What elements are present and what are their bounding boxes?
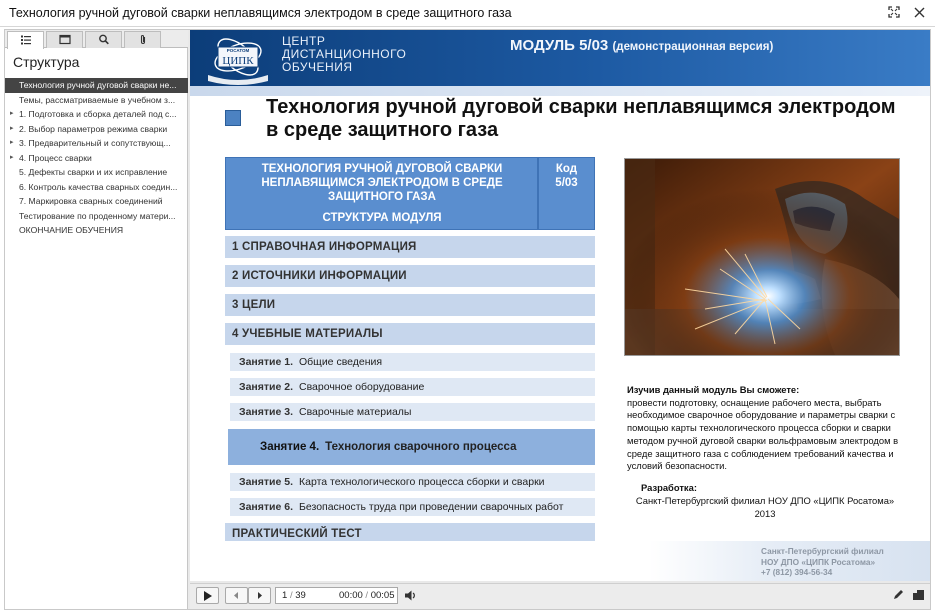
center-name	[282, 35, 422, 74]
page-counter: 1 / 39	[282, 590, 306, 601]
window-titlebar	[0, 0, 935, 27]
previous-slide-button[interactable]	[225, 587, 248, 604]
developer-year: 2013	[754, 507, 776, 519]
lesson-number: Занятие 6.	[239, 501, 293, 513]
module-number: МОДУЛЬ 5/03	[510, 37, 609, 54]
outline-item[interactable]	[5, 93, 188, 108]
play-icon	[202, 590, 213, 602]
lesson-title: Технология сварочного процесса	[325, 441, 517, 453]
close-icon[interactable]	[909, 3, 929, 23]
description-heading: Изучив данный модуль Вы сможете:	[627, 384, 800, 395]
outline-item-label: 6. Контроль качества сварных соедин...	[19, 181, 178, 192]
cipk-logo	[204, 33, 272, 85]
tab-window[interactable]	[46, 31, 83, 48]
structure-header-title: ТЕХНОЛОГИЯ РУЧНОЙ ДУГОВОЙ СВАРКИ НЕПЛАВЯЩИМСЯ ЭЛЕКТРОДОМ В СРЕДЕ ЗАЩИТНОГО ГАЗА	[261, 163, 503, 203]
structure-header-subtitle: СТРУКТУРА МОДУЛЯ	[322, 212, 442, 224]
lesson-title: Безопасность труда при проведении сварочных работ	[299, 501, 564, 513]
developer-info	[627, 495, 903, 520]
center-name-line: ЦЕНТР	[282, 34, 326, 48]
lesson-number: Занятие 2.	[239, 381, 293, 393]
developer-heading: Разработка:	[641, 482, 697, 493]
outline-item[interactable]	[5, 78, 188, 93]
slide	[190, 30, 930, 581]
next-icon	[255, 591, 264, 600]
module-description	[627, 384, 909, 473]
lesson-3[interactable]	[230, 403, 595, 421]
expand-caret-icon[interactable]: ▸	[10, 139, 14, 146]
footer-line: +7 (812) 394-56-34	[761, 567, 833, 577]
section-goals[interactable]: 3 ЦЕЛИ	[225, 294, 595, 316]
svg-text:РОСАТОМ: РОСАТОМ	[226, 48, 250, 53]
outline-tree	[5, 78, 188, 238]
outline-item[interactable]	[5, 209, 188, 224]
volume-icon[interactable]	[404, 589, 417, 605]
outline-item-label: 3. Предварительный и сопутствующ...	[19, 138, 171, 148]
lesson-number: Занятие 4.	[260, 441, 320, 453]
outline-item[interactable]	[5, 107, 188, 122]
lesson-5[interactable]	[230, 473, 595, 491]
outline-item[interactable]	[5, 122, 188, 137]
center-name-line: ДИСТАНЦИОННОГО	[282, 47, 407, 61]
section-reference[interactable]: 1 СПРАВОЧНАЯ ИНФОРМАЦИЯ	[225, 236, 595, 258]
player-controls	[190, 583, 930, 609]
code-label: Код	[555, 163, 578, 175]
outline-item-label: Тестирование по проденному матери...	[19, 210, 176, 221]
outline-item-label: 5. Дефекты сварки и их исправление	[19, 167, 168, 177]
section-sources[interactable]: 2 ИСТОЧНИКИ ИНФОРМАЦИИ	[225, 265, 595, 287]
footer-line: Санкт-Петербургский филиал	[761, 546, 884, 556]
attachment-icon	[137, 34, 149, 45]
outline-item[interactable]	[5, 165, 188, 180]
heading-bullet	[225, 110, 241, 126]
outline-item-label: 2. Выбор параметров режима сварки	[19, 123, 168, 134]
structure-header	[225, 157, 538, 230]
center-name-line: ОБУЧЕНИЯ	[282, 60, 353, 74]
expand-caret-icon[interactable]: ▸	[10, 124, 14, 132]
slide-footer	[190, 541, 930, 581]
slide-heading: Технология ручной дуговой сварки неплавящимся электродом в среде защитного газа	[266, 96, 896, 141]
tab-search[interactable]	[85, 31, 122, 48]
outline-item[interactable]	[5, 180, 188, 195]
outline-item[interactable]	[5, 194, 188, 209]
svg-text:ЦИПК: ЦИПК	[222, 55, 254, 67]
welding-photo	[624, 158, 900, 356]
slide-banner	[190, 30, 930, 86]
code-value: 5/03	[555, 177, 578, 189]
outline-item-label: ОКОНЧАНИЕ ОБУЧЕНИЯ	[19, 225, 124, 235]
expand-caret-icon[interactable]: ▸	[10, 153, 14, 161]
lesson-6[interactable]	[230, 498, 595, 516]
lesson-title: Карта технологического процесса сборки и сварки	[299, 476, 545, 488]
time-total: 00:05	[370, 590, 395, 601]
section-practice-test[interactable]: ПРАКТИЧЕСКИЙ ТЕСТ	[225, 523, 595, 545]
lesson-title: Сварочное оборудование	[299, 381, 425, 393]
window-icon	[59, 34, 71, 45]
search-icon	[98, 34, 110, 45]
fullscreen-icon[interactable]	[884, 3, 904, 23]
pen-icon[interactable]	[892, 589, 904, 604]
lesson-1[interactable]	[230, 353, 595, 371]
footer-line: НОУ ДПО «ЦИПК Росатома»	[761, 556, 876, 567]
sidebar-tabs	[5, 30, 188, 48]
module-title	[510, 37, 773, 54]
page-total: 39	[295, 590, 306, 601]
slide-counter	[275, 587, 398, 604]
outline-item-label: 4. Процесс сварки	[19, 152, 92, 163]
lesson-title: Сварочные материалы	[299, 406, 412, 418]
lesson-2[interactable]	[230, 378, 595, 396]
outline-item-label: 7. Маркировка сварных соединений	[19, 196, 163, 206]
previous-icon	[232, 591, 241, 600]
outline-item-label: Технология ручной дуговой сварки не...	[19, 80, 177, 90]
outline-item[interactable]	[5, 136, 188, 151]
expand-caret-icon[interactable]: ▸	[10, 110, 14, 117]
lesson-title: Общие сведения	[299, 356, 383, 368]
lesson-number: Занятие 3.	[239, 406, 293, 418]
banner-underline	[190, 86, 930, 96]
play-button[interactable]	[196, 587, 219, 604]
outline-item-label: 1. Подготовка и сборка деталей под с...	[19, 109, 177, 119]
window-title: Технология ручной дуговой сварки неплавящимся электродом в среде защитного газа	[9, 6, 512, 20]
footer-contacts	[761, 546, 884, 578]
time-counter: 00:00 / 00:05	[339, 590, 395, 601]
list-icon	[20, 34, 32, 45]
description-text: провести подготовку, оснащение рабочего места, выбрать необходимое сварочное оборудование и параметры сварки с помощью карты технологического процесса сборки и сварки методом ручной дуговой сварки вольфрамовым электродом в среде защитного газа с соблюдением требований качества и условий безопасности.	[627, 396, 899, 472]
sidebar-title: Структура	[13, 54, 80, 70]
tab-attachments[interactable]	[124, 31, 161, 48]
outline-item[interactable]	[5, 151, 188, 166]
time-current: 00:00	[339, 590, 363, 601]
outline-item-label: Темы, рассматриваемые в учебном з...	[19, 94, 176, 105]
outline-item[interactable]	[5, 223, 188, 238]
module-note: (демонстрационная версия)	[612, 41, 774, 53]
expand-player-icon[interactable]	[912, 589, 925, 604]
lesson-number: Занятие 1.	[239, 356, 293, 368]
module-code-box	[538, 157, 595, 230]
section-materials[interactable]: 4 УЧЕБНЫЕ МАТЕРИАЛЫ	[225, 323, 595, 345]
sidebar	[5, 30, 188, 609]
lesson-4[interactable]	[228, 429, 595, 465]
next-slide-button[interactable]	[248, 587, 271, 604]
tab-structure[interactable]	[7, 31, 44, 49]
developer-name: Санкт-Петербургский филиал НОУ ДПО «ЦИПК Росатома»	[635, 495, 895, 506]
lesson-number: Занятие 5.	[239, 476, 293, 488]
page-current: 1	[282, 590, 288, 601]
